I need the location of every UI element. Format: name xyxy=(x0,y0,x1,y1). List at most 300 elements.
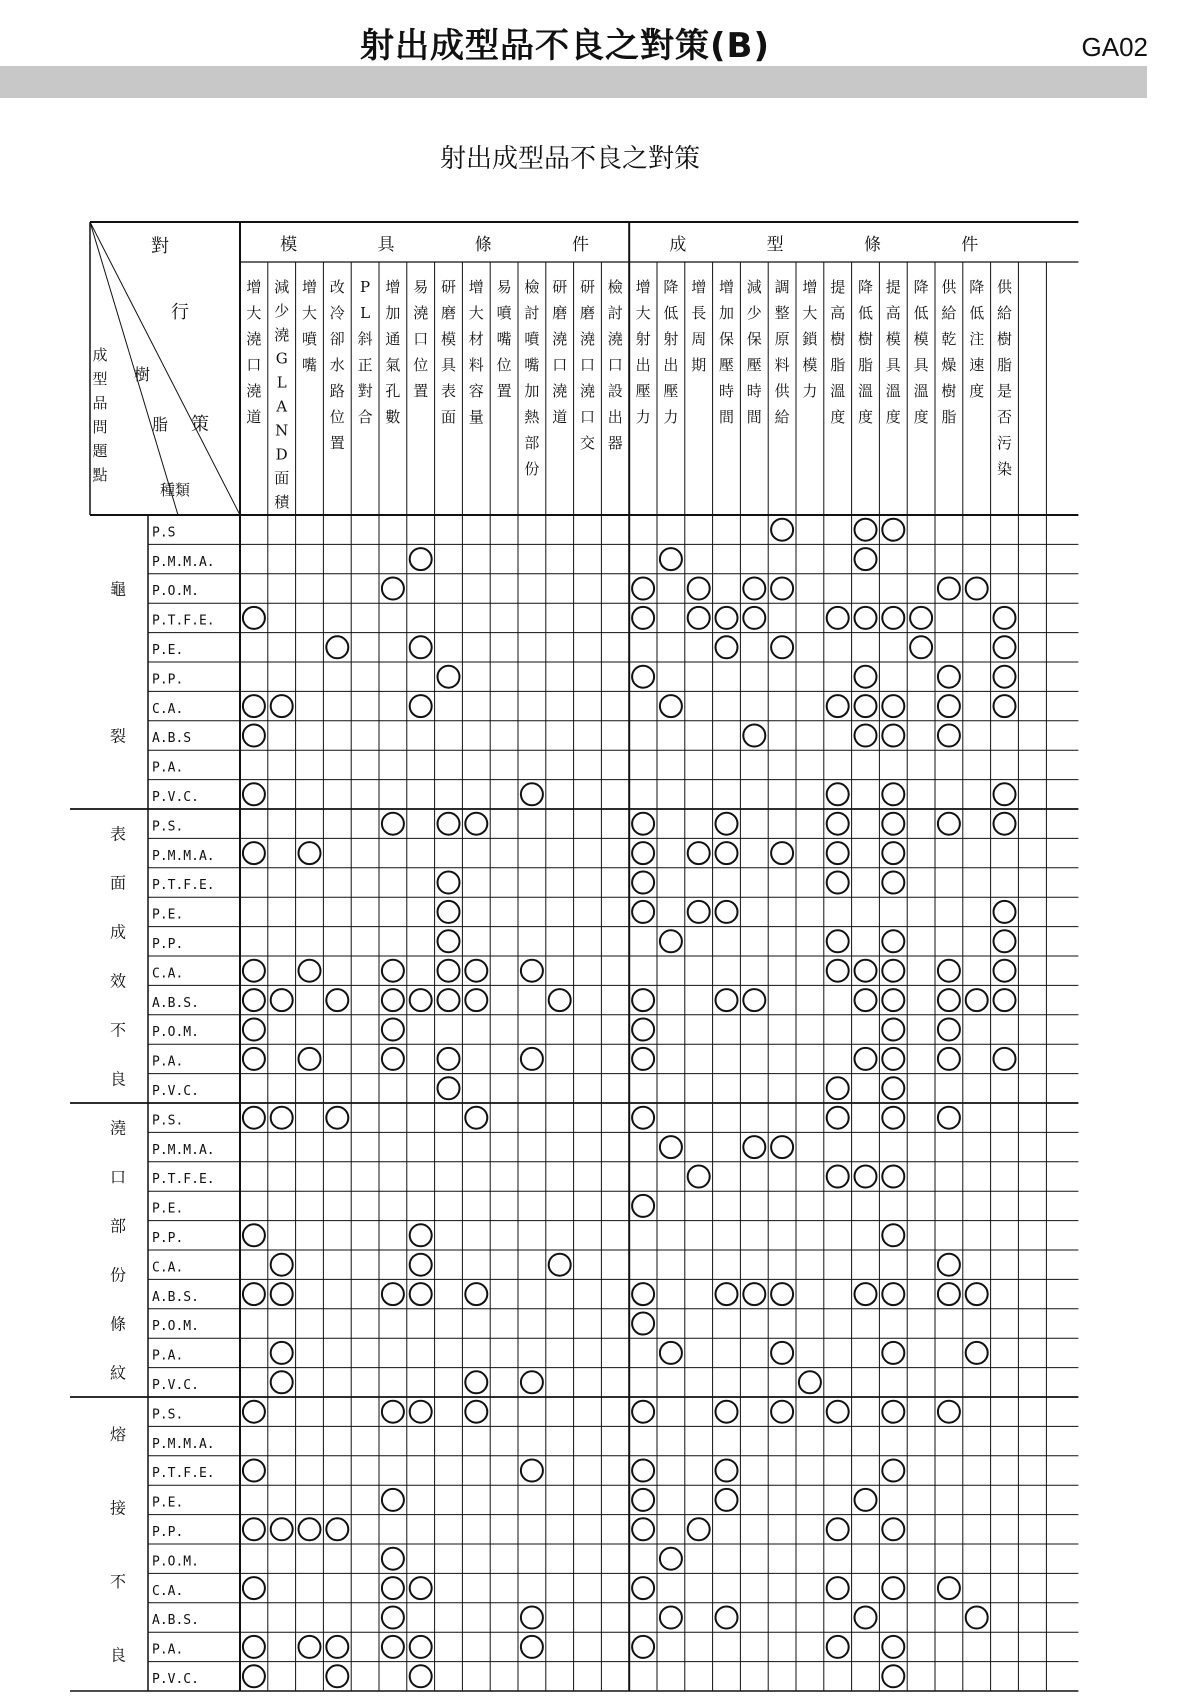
column-header-char: 易 xyxy=(413,278,429,296)
column-header-char: 料 xyxy=(468,356,484,374)
column-header-char: 高 xyxy=(885,304,901,322)
applicable-mark xyxy=(771,636,793,658)
applicable-mark xyxy=(382,960,404,982)
applicable-mark xyxy=(632,1577,654,1599)
column-header-char: L xyxy=(276,373,287,392)
column-header-char: 置 xyxy=(413,382,429,400)
applicable-mark xyxy=(688,842,710,864)
applicable-mark xyxy=(299,1518,321,1540)
applicable-mark xyxy=(271,1518,293,1540)
column-header-char: 射 xyxy=(663,330,679,348)
column-header-char: 間 xyxy=(718,408,735,426)
applicable-mark xyxy=(855,607,877,629)
column-header-char: 度 xyxy=(857,408,874,426)
column-header-char: 脂 xyxy=(857,356,874,374)
resin-label: P.S. xyxy=(152,1407,184,1423)
applicable-mark xyxy=(827,695,849,717)
table-subtitle: 射出成型品不良之對策 xyxy=(439,144,700,174)
column-header-char: 給 xyxy=(941,304,957,322)
column-header-char: 數 xyxy=(385,408,401,426)
group-label-char: 成 xyxy=(669,235,687,255)
applicable-mark xyxy=(994,636,1016,658)
applicable-mark xyxy=(743,1283,765,1305)
column-header-char: 保 xyxy=(718,330,735,348)
column-header-char: 噴 xyxy=(496,304,512,322)
resin-label: P.O.M. xyxy=(152,584,199,600)
applicable-mark xyxy=(882,1048,904,1070)
column-header-char: 溫 xyxy=(885,382,901,400)
column-header-char: 嘴 xyxy=(524,356,540,374)
problem-label-char: 澆 xyxy=(109,1118,127,1138)
resin-label: C.A. xyxy=(152,701,184,717)
column-header-char: 料 xyxy=(774,356,790,374)
applicable-mark xyxy=(243,607,265,629)
corner-label-cat2: 脂 xyxy=(151,415,169,434)
applicable-mark xyxy=(882,1636,904,1658)
column-header-char: 期 xyxy=(691,356,707,374)
applicable-mark xyxy=(632,1460,654,1482)
applicable-mark xyxy=(382,1607,404,1629)
column-header-char: 位 xyxy=(413,356,429,374)
column-header-char: 大 xyxy=(246,304,262,322)
applicable-mark xyxy=(632,1283,654,1305)
column-header-char: 大 xyxy=(802,304,818,322)
column-header-char: N xyxy=(275,421,289,440)
applicable-mark xyxy=(688,1518,710,1540)
applicable-mark xyxy=(827,930,849,952)
column-header-char: 討 xyxy=(607,304,623,322)
column-header-char: 口 xyxy=(579,356,596,374)
applicable-mark xyxy=(771,1342,793,1364)
column-header-char: 積 xyxy=(274,493,290,512)
column-header-char: 污 xyxy=(996,434,1013,452)
column-header-char: 度 xyxy=(969,382,985,400)
applicable-mark xyxy=(243,1518,265,1540)
column-header-char: 模 xyxy=(802,356,818,374)
applicable-mark xyxy=(521,960,543,982)
applicable-mark xyxy=(243,1107,265,1129)
column-header-char: 整 xyxy=(774,304,790,322)
applicable-mark xyxy=(771,578,793,600)
applicable-mark xyxy=(299,842,321,864)
applicable-mark xyxy=(271,989,293,1011)
applicable-mark xyxy=(827,783,849,805)
column-header-char: 原 xyxy=(774,330,790,348)
applicable-mark xyxy=(382,1548,404,1570)
applicable-mark xyxy=(882,1077,904,1099)
column-header-char: 加 xyxy=(524,382,540,400)
applicable-mark xyxy=(855,989,877,1011)
applicable-mark xyxy=(632,1048,654,1070)
problem-label-char: 條 xyxy=(109,1314,127,1334)
column-header-char: 給 xyxy=(996,304,1013,322)
column-header-char: A xyxy=(276,397,288,416)
applicable-mark xyxy=(882,1665,904,1687)
column-header-char: 脂 xyxy=(996,356,1013,374)
applicable-mark xyxy=(938,725,960,747)
column-header-char: 磨 xyxy=(579,304,596,322)
problem-label-char: 表 xyxy=(109,824,127,844)
applicable-mark xyxy=(882,1283,904,1305)
applicable-mark xyxy=(882,960,904,982)
column-header-char: 口 xyxy=(607,356,623,374)
page-title: 射出成型品不良之對策(B) xyxy=(360,26,770,66)
group-label-char: 模 xyxy=(280,235,298,255)
applicable-mark xyxy=(632,872,654,894)
column-header-char: 增 xyxy=(246,278,262,296)
column-header-char: 路 xyxy=(329,382,345,400)
applicable-mark xyxy=(855,725,877,747)
applicable-mark xyxy=(855,1607,877,1629)
resin-label: P.T.F.E. xyxy=(152,1172,215,1188)
column-header-char: 模 xyxy=(885,330,901,348)
applicable-mark xyxy=(827,1401,849,1423)
applicable-mark xyxy=(632,666,654,688)
column-header-char: 供 xyxy=(996,278,1013,296)
problem-label-char: 不 xyxy=(109,1571,127,1591)
applicable-mark xyxy=(632,578,654,600)
column-header-char: 增 xyxy=(691,278,707,296)
column-header-char: 否 xyxy=(996,408,1013,426)
applicable-mark xyxy=(743,1136,765,1158)
corner-rows-label-char: 問 xyxy=(92,418,108,436)
applicable-mark xyxy=(465,1283,487,1305)
column-header-char: 增 xyxy=(301,278,318,296)
applicable-mark xyxy=(688,1166,710,1188)
column-header-char: 低 xyxy=(913,304,929,322)
applicable-mark xyxy=(243,1401,265,1423)
resin-label: P.P. xyxy=(152,1231,184,1246)
applicable-mark xyxy=(465,1401,487,1423)
applicable-mark xyxy=(465,989,487,1011)
resin-label: P.E. xyxy=(152,1201,184,1217)
applicable-mark xyxy=(882,842,904,864)
applicable-mark xyxy=(382,1019,404,1041)
applicable-mark xyxy=(827,1077,849,1099)
applicable-mark xyxy=(382,989,404,1011)
resin-label: P.O.M. xyxy=(152,1319,199,1335)
column-header-char: 研 xyxy=(440,278,457,296)
column-header-char: 對 xyxy=(357,382,373,400)
column-header-char: 加 xyxy=(385,304,401,322)
applicable-mark xyxy=(938,578,960,600)
resin-label: P.T.F.E. xyxy=(152,613,215,629)
applicable-mark xyxy=(855,1283,877,1305)
applicable-mark xyxy=(382,1636,404,1658)
applicable-mark xyxy=(688,901,710,923)
column-header-char: 脂 xyxy=(830,356,846,374)
column-header-char: 模 xyxy=(440,330,457,348)
applicable-mark xyxy=(243,1224,265,1246)
applicable-mark xyxy=(855,1166,877,1188)
column-header-char: 量 xyxy=(468,408,484,426)
applicable-mark xyxy=(688,578,710,600)
applicable-mark xyxy=(660,1136,682,1158)
applicable-mark xyxy=(938,1254,960,1276)
applicable-mark xyxy=(271,695,293,717)
applicable-mark xyxy=(382,1401,404,1423)
column-header-char: 嘴 xyxy=(301,356,318,374)
corner-label-cat3: 種類 xyxy=(159,481,191,499)
column-header-char: 間 xyxy=(746,408,762,426)
applicable-mark xyxy=(827,607,849,629)
applicable-mark xyxy=(882,813,904,835)
problem-label-char: 份 xyxy=(109,1265,127,1285)
applicable-mark xyxy=(438,989,460,1011)
column-header-char: 澆 xyxy=(579,330,596,348)
column-header-char: 鎖 xyxy=(802,330,818,348)
applicable-mark xyxy=(243,1019,265,1041)
resin-label: A.B.S. xyxy=(152,995,199,1011)
applicable-mark xyxy=(243,842,265,864)
column-header-char: 澆 xyxy=(246,330,262,348)
column-header-char: 度 xyxy=(885,408,901,426)
column-header-char: 度 xyxy=(830,408,846,426)
applicable-mark xyxy=(521,1371,543,1393)
applicable-mark xyxy=(549,989,571,1011)
applicable-mark xyxy=(243,1577,265,1599)
problem-label-char: 良 xyxy=(109,1645,127,1665)
applicable-mark xyxy=(410,989,432,1011)
column-header-char: 提 xyxy=(885,278,901,296)
column-header-char: 壓 xyxy=(718,356,735,374)
applicable-mark xyxy=(243,1636,265,1658)
applicable-mark xyxy=(299,1636,321,1658)
applicable-mark xyxy=(938,989,960,1011)
column-header-char: 澆 xyxy=(579,382,596,400)
resin-label: P.S. xyxy=(152,819,184,835)
applicable-mark xyxy=(882,1224,904,1246)
applicable-mark xyxy=(855,666,877,688)
problem-label-char: 良 xyxy=(109,1069,127,1089)
corner-label-cat: 樹 xyxy=(133,365,151,384)
resin-label: C.A. xyxy=(152,966,184,982)
column-header-char: 溫 xyxy=(913,382,929,400)
applicable-mark xyxy=(521,1636,543,1658)
applicable-mark xyxy=(438,666,460,688)
column-header-char: 口 xyxy=(246,356,262,374)
column-header-char: 部 xyxy=(524,434,540,452)
resin-label: P.S. xyxy=(152,1113,184,1129)
column-header-char: 樹 xyxy=(830,330,846,348)
applicable-mark xyxy=(882,695,904,717)
applicable-mark xyxy=(994,666,1016,688)
applicable-mark xyxy=(549,1254,571,1276)
applicable-mark xyxy=(855,960,877,982)
column-header-char: 染 xyxy=(996,460,1013,478)
group-label-char: 件 xyxy=(961,235,979,255)
problem-label-char: 不 xyxy=(109,1020,127,1040)
column-header-char: 樹 xyxy=(941,382,957,400)
column-header-char: 檢 xyxy=(524,278,540,296)
applicable-mark xyxy=(243,960,265,982)
applicable-mark xyxy=(716,607,738,629)
applicable-mark xyxy=(966,1607,988,1629)
problem-label-char: 接 xyxy=(109,1498,127,1518)
column-header-char: 降 xyxy=(969,278,985,296)
column-header-char: 斜 xyxy=(357,330,373,348)
problem-label-char: 部 xyxy=(109,1216,127,1236)
corner-rows-label-char: 品 xyxy=(92,394,108,412)
applicable-mark xyxy=(438,960,460,982)
column-header-char: L xyxy=(360,304,371,322)
column-header-char: 嘴 xyxy=(496,330,512,348)
column-header-char: 磨 xyxy=(440,304,457,322)
applicable-mark xyxy=(882,1107,904,1129)
applicable-mark xyxy=(243,1460,265,1482)
group-label-char: 具 xyxy=(377,235,395,255)
column-header-char: 給 xyxy=(774,408,790,426)
column-header-char: 熱 xyxy=(524,408,540,426)
resin-label: P.O.M. xyxy=(152,1554,199,1570)
column-header-char: 降 xyxy=(663,278,679,296)
applicable-mark xyxy=(410,548,432,570)
corner-rows-label-char: 型 xyxy=(92,370,108,388)
column-header-char: 低 xyxy=(857,304,874,322)
applicable-mark xyxy=(410,1254,432,1276)
applicable-mark xyxy=(660,1342,682,1364)
column-header-char: 孔 xyxy=(385,382,401,400)
applicable-mark xyxy=(410,636,432,658)
applicable-mark xyxy=(827,960,849,982)
resin-label: P.A. xyxy=(152,1642,184,1658)
problem-label-char: 熔 xyxy=(109,1424,127,1444)
column-header-char: 增 xyxy=(385,278,401,296)
resin-label: P.V.C. xyxy=(152,1084,199,1099)
column-header-char: 份 xyxy=(524,460,540,478)
applicable-mark xyxy=(716,1607,738,1629)
group-label-char: 條 xyxy=(863,235,881,255)
applicable-mark xyxy=(716,1401,738,1423)
column-header-char: 易 xyxy=(496,278,512,296)
applicable-mark xyxy=(882,1577,904,1599)
applicable-mark xyxy=(410,1577,432,1599)
applicable-mark xyxy=(938,813,960,835)
applicable-mark xyxy=(410,1283,432,1305)
corner-rows-label-char: 點 xyxy=(92,466,108,484)
column-header-char: 位 xyxy=(329,408,345,426)
column-header-char: 降 xyxy=(857,278,874,296)
resin-label: P.E. xyxy=(152,1495,184,1511)
applicable-mark xyxy=(855,519,877,541)
column-header-char: 壓 xyxy=(663,382,679,400)
column-header-char: 澆 xyxy=(413,304,429,322)
applicable-mark xyxy=(743,578,765,600)
applicable-mark xyxy=(632,1019,654,1041)
applicable-mark xyxy=(382,1283,404,1305)
column-header-char: 噴 xyxy=(524,330,540,348)
corner-rows-label-char: 成 xyxy=(92,346,108,364)
applicable-mark xyxy=(632,842,654,864)
applicable-mark xyxy=(938,666,960,688)
column-header-char: D xyxy=(275,445,288,464)
applicable-mark xyxy=(827,872,849,894)
applicable-mark xyxy=(243,1665,265,1687)
column-header-char: 澆 xyxy=(274,325,290,344)
problem-label-char: 紋 xyxy=(109,1363,127,1383)
applicable-mark xyxy=(994,607,1016,629)
applicable-mark xyxy=(771,842,793,864)
column-header-char: 注 xyxy=(969,330,985,348)
resin-label: P.T.F.E. xyxy=(152,1466,215,1482)
applicable-mark xyxy=(382,813,404,835)
applicable-mark xyxy=(410,1636,432,1658)
resin-label: A.B.S. xyxy=(152,1613,199,1629)
applicable-mark xyxy=(994,813,1016,835)
applicable-mark xyxy=(855,695,877,717)
applicable-mark xyxy=(299,960,321,982)
column-header-char: 口 xyxy=(579,408,596,426)
applicable-mark xyxy=(382,1048,404,1070)
applicable-mark xyxy=(994,960,1016,982)
applicable-mark xyxy=(688,607,710,629)
applicable-mark xyxy=(716,989,738,1011)
applicable-mark xyxy=(716,1489,738,1511)
applicable-mark xyxy=(243,1048,265,1070)
applicable-mark xyxy=(521,783,543,805)
column-header-char: P xyxy=(360,278,371,296)
resin-label: P.M.M.A. xyxy=(152,554,215,570)
applicable-mark xyxy=(882,519,904,541)
applicable-mark xyxy=(243,1283,265,1305)
column-header-char: 增 xyxy=(635,278,651,296)
applicable-mark xyxy=(243,783,265,805)
column-header-char: 道 xyxy=(552,408,568,426)
column-header-char: 磨 xyxy=(552,304,568,322)
column-header-char: 具 xyxy=(440,356,457,374)
resin-label: P.P. xyxy=(152,937,184,952)
resin-label: C.A. xyxy=(152,1583,184,1599)
column-header-char: 高 xyxy=(830,304,846,322)
problem-label-char: 口 xyxy=(109,1167,127,1187)
column-header-char: 是 xyxy=(996,382,1013,400)
column-header-char: 降 xyxy=(913,278,929,296)
applicable-mark xyxy=(938,1048,960,1070)
applicable-mark xyxy=(243,725,265,747)
applicable-mark xyxy=(827,1166,849,1188)
applicable-mark xyxy=(382,1577,404,1599)
resin-label: P.E. xyxy=(152,643,184,658)
applicable-mark xyxy=(521,1460,543,1482)
column-header-char: 樹 xyxy=(996,330,1013,348)
column-header-char: 出 xyxy=(663,356,679,374)
column-header-char: 力 xyxy=(663,408,679,426)
column-header-char: 交 xyxy=(579,434,596,452)
column-header-char: 增 xyxy=(802,278,818,296)
applicable-mark xyxy=(882,1166,904,1188)
column-header-char: 脂 xyxy=(941,408,957,426)
applicable-mark xyxy=(410,1401,432,1423)
applicable-mark xyxy=(632,1636,654,1658)
column-header-char: 周 xyxy=(691,330,707,348)
applicable-mark xyxy=(938,1019,960,1041)
column-header-char: 溫 xyxy=(830,382,846,400)
resin-label: P.A. xyxy=(152,1348,184,1364)
column-header-char: 提 xyxy=(830,278,846,296)
resin-label: P.P. xyxy=(152,1525,184,1540)
applicable-mark xyxy=(438,872,460,894)
column-header-char: 討 xyxy=(524,304,540,322)
resin-label: P.O.M. xyxy=(152,1025,199,1041)
applicable-mark xyxy=(938,1577,960,1599)
column-header-char: 澆 xyxy=(552,382,568,400)
column-header-char: 壓 xyxy=(635,382,651,400)
column-header-char: 材 xyxy=(468,330,484,348)
column-header-char: 低 xyxy=(663,304,679,322)
resin-label: P.V.C. xyxy=(152,1672,199,1687)
applicable-mark xyxy=(632,607,654,629)
applicable-mark xyxy=(326,1107,348,1129)
